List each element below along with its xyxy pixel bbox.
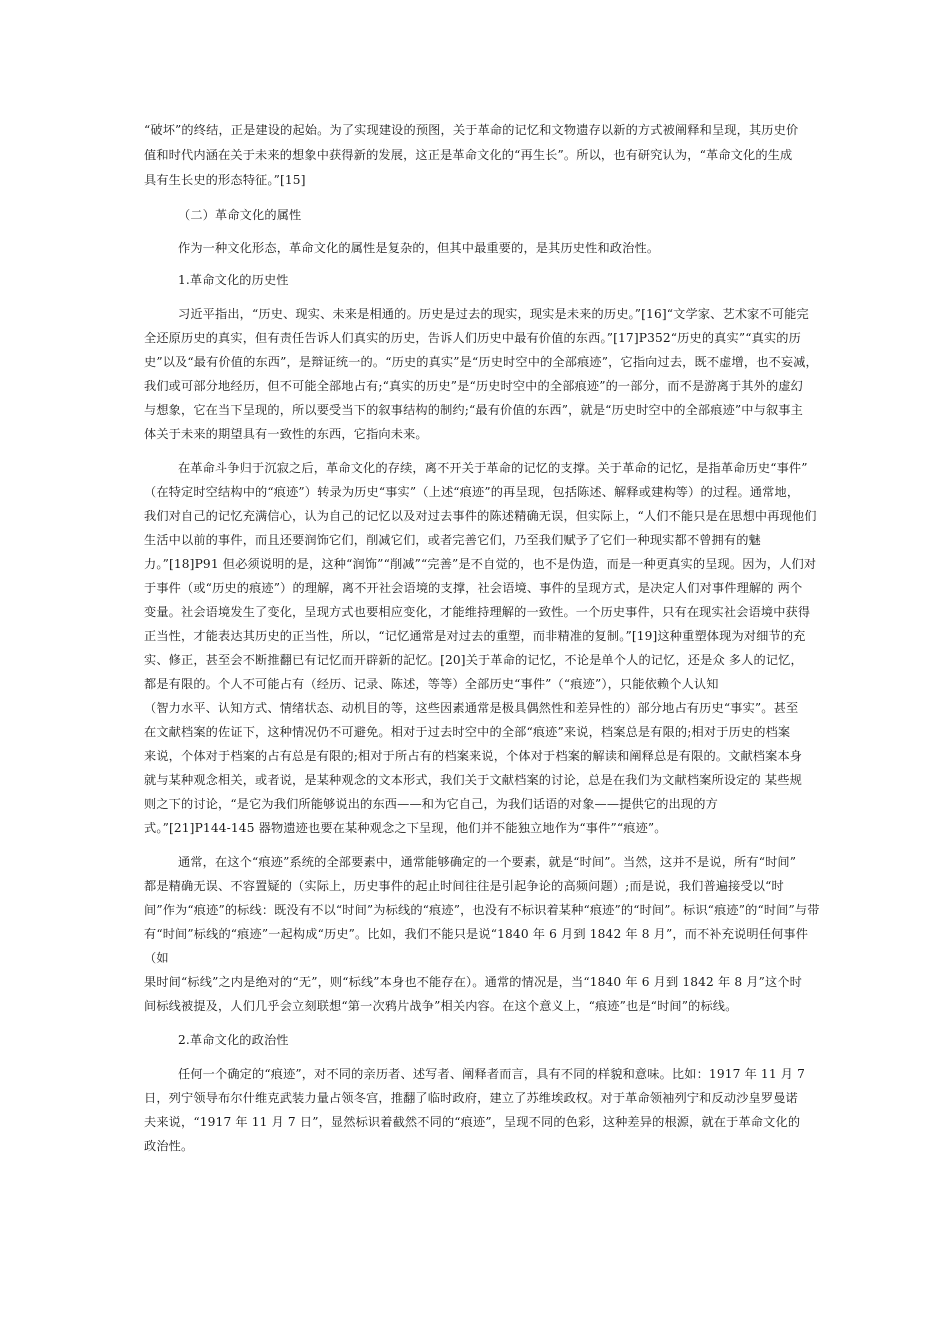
text-line: 具有生长史的形态特征。”[15]	[144, 173, 306, 187]
text-line: 全还原历史的真实，但有责任告诉人们真实的历史，告诉人们历史中最有价值的东西。”[17]P352“历史的真实”“真实的历	[144, 331, 801, 345]
text-line: 都是有限的。个人不可能占有（经历、记录、陈述，等等）全部历史“事件”（“痕迹”），只能依赖个人认知	[144, 677, 719, 691]
text-line: 于事件（或“历史的痕迹”）的理解，离不开社会语境的支撑，社会语境、事件的呈现方式，是决定人们对事件理解的 两个	[144, 581, 803, 595]
text-line: 我们对自己的记忆充满信心，认为自己的记忆以及对过去事件的陈述精确无误，但实际上，“人们不能只是在思想中再现他们	[144, 509, 817, 523]
text-line: “破坏”的终结，正是建设的起始。为了实现建设的预图，关于革命的记忆和文物遗存以新的方式被阐释和呈现，其历史价	[144, 123, 799, 137]
text-line: （在特定时空结构中的“痕迹”）转录为历史“事实”（上述“痕迹”的再呈现，包括陈述、解释或建构等）的过程。通常地，	[144, 485, 800, 499]
subsection-heading: 1.革命文化的历史性	[178, 273, 289, 287]
subsection-heading: 2.革命文化的政治性	[178, 1033, 289, 1047]
text-line: （智力水平、认知方式、情绪状态、动机目的等，这些因素通常是极具偶然性和差异性的）部分地占有历史“事实”。甚至	[144, 701, 799, 715]
text-line: 间”作为“痕迹”的标线：既没有不以“时间”为标线的“痕迹”，也没有不标识着某种“痕迹”的“时间”。标识“痕迹”的“时间”与带	[144, 903, 820, 917]
text-line: 夫来说，“1917 年 11 月 7 日”，显然标识着截然不同的“痕迹”，呈现不同的色彩，这种差异的根源，就在于革命文化的	[144, 1115, 801, 1129]
text-line: 变量。社会语境发生了变化，呈现方式也要相应变化，才能维持理解的一致性。一个历史事件，只有在现实社会语境中获得	[144, 605, 811, 619]
text-line: 都是精确无误、不容置疑的（实际上，历史事件的起止时间往往是引起争论的高频问题）;而是说，我们普遍接受以“时	[144, 879, 784, 893]
text-line: 日，列宁领导布尔什维克武装力量占领冬宫，推翻了临时政府，建立了苏维埃政权。对于革命领袖列宁和反动沙皇罗曼诺	[144, 1091, 798, 1105]
text-line: 体关于未来的期望具有一致性的东西，它指向未来。	[144, 427, 428, 441]
text-line: 政治性。	[144, 1139, 194, 1153]
text-line: 作为一种文化形态，革命文化的属性是复杂的，但其中最重要的，是其历史性和政治性。	[178, 241, 660, 255]
text-line: 来说，个体对于档案的占有总是有限的;相对于所占有的档案来说，个体对于档案的解读和阐释总是有限的。文献档案本身	[144, 749, 803, 763]
text-line: （如	[144, 951, 169, 965]
text-line: 正当性，才能表达其历史的正当性，所以，“记忆通常是对过去的重塑，而非精准的复制。”[19]这种重塑体现为对细节的充	[144, 629, 806, 643]
text-line: 就与某种观念相关，或者说，是某种观念的文本形式，我们关于文献档案的讨论，总是在我们为文献档案所设定的 某些规	[144, 773, 802, 787]
section-heading: （二）革命文化的属性	[178, 208, 302, 222]
text-line: 间标线被提及，人们几乎会立刻联想“第一次鸦片战争”相关内容。在这个意义上，“痕迹”也是“时间”的标线。	[144, 999, 738, 1013]
text-line: 生活中以前的事件，而且还要润饰它们，削减它们，或者完善它们，乃至我们赋予了它们一种现实都不曾拥有的魅	[144, 533, 761, 547]
text-line: 史”以及“最有价值的东西”，是辩证统一的。“历史的真实”是“历史时空中的全部痕迹”，它指向过去，既不虚增，也不妄减，	[144, 355, 818, 369]
text-line: 我们或可部分地经历，但不可能全部地占有;“真实的历史”是“历史时空中的全部痕迹”的一部分，而不是游离于其外的虚幻	[144, 379, 803, 393]
text-line: 有“时间”标线的“痕迹”一起构成“历史”。比如，我们不能只是说“1840 年 6 月到 1842 年 8 月”，而不补充说明任何事件	[144, 927, 809, 941]
text-line: 值和时代内涵在关于未来的想象中获得新的发展，这正是革命文化的“再生长”。所以，也有研究认为，“革命文化的生成	[144, 148, 793, 162]
text-line: 实、修正，甚至会不断推翻已有记忆而开辟新的記忆。[20]关于革命的记忆，不论是单个人的记忆，还是众 多人的记忆，	[144, 653, 803, 667]
text-line: 与想象，它在当下呈现的，所以要受当下的叙事结构的制约;“最有价值的东西”，就是“历史时空中的全部痕迹”中与叙事主	[144, 403, 803, 417]
text-line: 习近平指出，“历史、现实、未来是相通的。历史是过去的现实，现实是未来的历史。”[16]“文学家、艺术家不可能完	[178, 307, 809, 321]
text-line: 果时间“标线”之内是绝对的“无”，则“标线”本身也不能存在）。通常的情况是，当“1840 年 6 月到 1842 年 8 月”这个时	[144, 975, 802, 989]
text-line: 则之下的讨论，“是它为我们所能够说出的东西——和为它自己，为我们话语的对象——提供它的出现的方	[144, 797, 718, 811]
text-line: 任何一个确定的“痕迹”，对不同的亲历者、述写者、阐释者而言，具有不同的样貌和意味。比如：1917 年 11 月 7	[178, 1067, 806, 1081]
text-line: 通常，在这个“痕迹”系统的全部要素中，通常能够确定的一个要素，就是“时间”。当然，这并不是说，所有“时间”	[178, 855, 797, 869]
text-line: 式。”[21]P144-145 器物遗迹也要在某种观念之下呈现，他们并不能独立地作为“事件”“痕迹”。	[144, 821, 667, 835]
text-line: 在文献档案的佐证下，这种情况仍不可避免。相对于过去时空中的全部“痕迹”来说，档案总是有限的;相对于历史的档案	[144, 725, 791, 739]
text-line: 力。”[18]P91 但必须说明的是，这种“润饰”“削减”“完善”是不自觉的，也不是伪造，而是一种更真实的呈现。因为，人们对	[144, 557, 817, 571]
text-line: 在革命斗争归于沉寂之后，革命文化的存续，离不开关于革命的记忆的支撑。关于革命的记忆，是指革命历史“事件”	[178, 461, 808, 475]
